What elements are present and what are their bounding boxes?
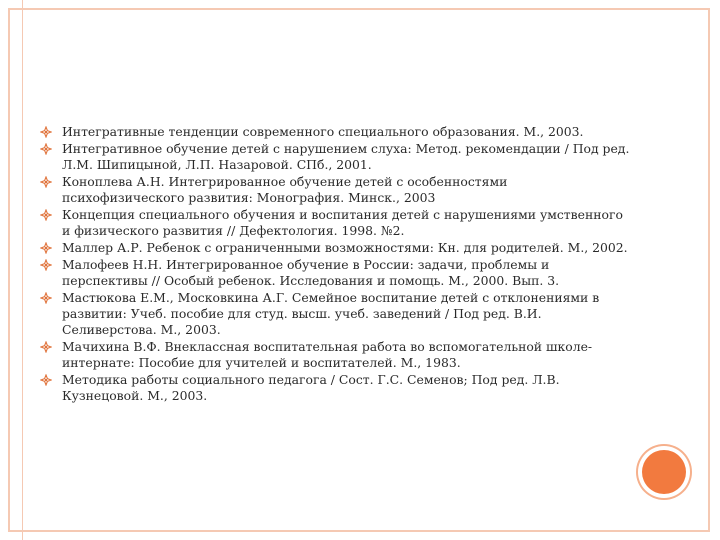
reference-text: Мастюкова Е.М., Московкина А.Г. Семейное воспитание детей с отклонениями в развитии: Учеб. пособие для студ. высш. учеб. заведений / Под ред. В.И. Селиверстова. М., 2003. — [62, 290, 600, 337]
reference-text: Концепция специального обучения и воспитания детей с нарушениями умственного и физического развития // Дефектология. 1998. №2. — [62, 207, 623, 238]
frame-rule — [22, 0, 23, 540]
list-item — [40, 240, 630, 256]
flourish-bullet-icon — [40, 257, 62, 273]
reference-text: Малофеев Н.Н. Интегрированное обучение в России: задачи, проблемы и перспективы // Особый ребенок. Исследования и помощь. М., 2000. Вып. 3. — [62, 257, 560, 288]
reference-text: Методика работы социального педагога / Сост. Г.С. Семенов; Под ред. Л.В. Кузнецовой. М., 2003. — [62, 372, 560, 403]
flourish-bullet-icon — [40, 141, 62, 157]
flourish-bullet-icon — [40, 124, 62, 140]
reference-text: Мачихина В.Ф. Внеклассная воспитательная работа во вспомогательной школе-интернате: Пособие для учителей и воспитателей. М., 1983. — [62, 339, 593, 370]
flourish-bullet-icon — [40, 240, 62, 256]
list-item — [40, 339, 630, 371]
decorative-circle — [642, 450, 686, 494]
reference-text: Интегративное обучение детей с нарушением слуха: Метод. рекомендации / Под ред. Л.М. Шипицыной, Л.П. Назаровой. СПб., 2001. — [62, 141, 630, 172]
list-item — [40, 372, 630, 404]
reference-text: Коноплева А.Н. Интегрированное обучение детей с особенностями психофизического развития: Монография. Минск., 2003 — [62, 174, 508, 205]
reference-list — [40, 124, 630, 405]
list-item — [40, 257, 630, 289]
flourish-bullet-icon — [40, 339, 62, 355]
flourish-bullet-icon — [40, 290, 62, 306]
list-item — [40, 174, 630, 206]
list-item — [40, 124, 630, 140]
list-item — [40, 207, 630, 239]
list-item — [40, 290, 630, 338]
flourish-bullet-icon — [40, 174, 62, 190]
flourish-bullet-icon — [40, 372, 62, 388]
flourish-bullet-icon — [40, 207, 62, 223]
list-item — [40, 141, 630, 173]
reference-text: Интегративные тенденции современного специального образования. М., 2003. — [62, 124, 584, 139]
reference-text: Маллер А.Р. Ребенок с ограниченными возможностями: Кн. для родителей. М., 2002. — [62, 240, 628, 255]
